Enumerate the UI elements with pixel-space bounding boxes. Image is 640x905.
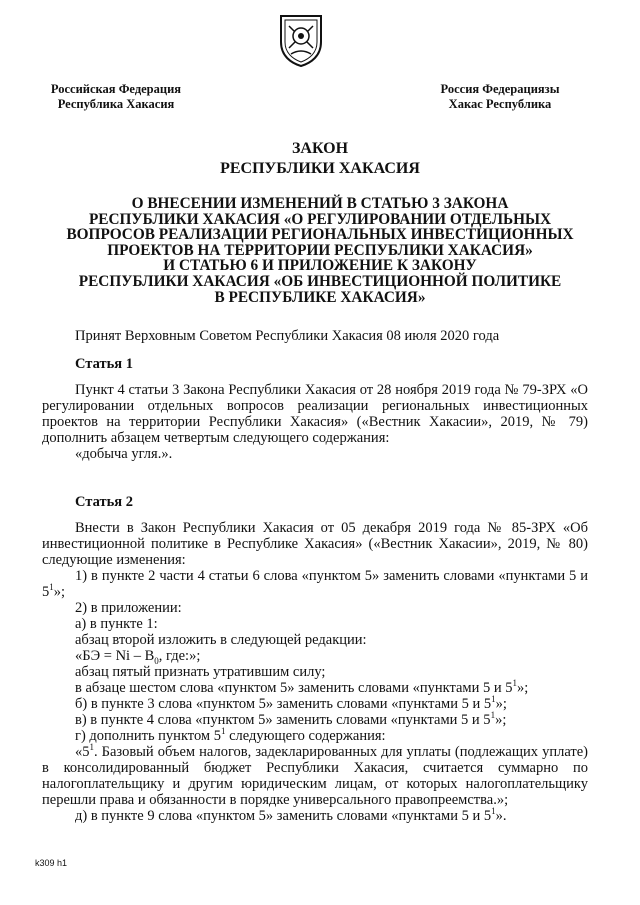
change-item-2b-text: б) в пункте 3 слова «пунктом 5» заменить словами «пунктами 5 и 5 xyxy=(75,696,492,712)
superscript: 1 xyxy=(490,710,496,721)
superscript: 1 xyxy=(220,726,226,737)
change-item-2b xyxy=(42,696,588,712)
header-right xyxy=(420,82,580,112)
article-1-heading: Статья 1 xyxy=(75,356,133,372)
change-item-2g-end: следующего содержания: xyxy=(225,728,386,744)
header-left xyxy=(36,82,196,112)
paragraph-5-instruction: абзац пятый признать утратившим силу; xyxy=(75,664,326,680)
adoption-note xyxy=(42,328,588,344)
footer-code: k309 h1 xyxy=(35,858,68,868)
article-1-quote: «добыча угля.». xyxy=(75,446,173,462)
close-quote: »; xyxy=(53,584,66,600)
superscript: 1 xyxy=(491,694,496,705)
superscript: 1 xyxy=(49,582,54,593)
law-subject-title xyxy=(20,196,620,305)
subject-line: В РЕСПУБЛИКЕ ХАКАСИЯ» xyxy=(214,288,426,306)
close-quote: »; xyxy=(495,712,507,728)
change-item-1-text: 1) в пункте 2 части 4 статьи 6 слова «пунктом 5» заменить словами «пунктами 5 и 5 xyxy=(42,568,588,600)
paragraph-6-text: в абзаце шестом слова «пунктом 5» заменить словами «пунктами 5 и 5 xyxy=(75,680,513,696)
superscript: 1 xyxy=(491,806,496,817)
change-item-2d-text: д) в пункте 9 слова «пунктом 5» заменить словами «пунктами 5 и 5 xyxy=(75,808,492,824)
close-quote: »; xyxy=(516,680,529,696)
header-left-line1: Российская Федерация xyxy=(50,82,182,96)
header-right-line1: Россия Федерациязы xyxy=(440,82,560,96)
change-item-1 xyxy=(42,568,588,600)
change-item-2: 2) в приложении: xyxy=(75,600,182,616)
change-item-2d xyxy=(42,808,588,824)
coat-of-arms-icon xyxy=(277,12,325,68)
close-quote: ». xyxy=(495,808,507,824)
header-right-line2: Хакас Республика xyxy=(448,97,552,111)
paragraph-2-instruction: абзац второй изложить в следующей редакции: xyxy=(75,632,367,648)
document-type-title: ЗАКОН xyxy=(291,140,349,157)
subject-line: ВОПРОСОВ РЕАЛИЗАЦИИ РЕГИОНАЛЬНЫХ ИНВЕСТИЦИОННЫХ xyxy=(66,226,574,244)
subscript: 0 xyxy=(154,655,159,666)
subject-line: И СТАТЬЮ 6 И ПРИЛОЖЕНИЕ К ЗАКОНУ xyxy=(163,257,477,275)
new-point-5-1 xyxy=(42,744,588,808)
article-2-intro: Внести в Закон Республики Хакасия от 05 декабря 2019 года № 85-ЗРХ «Об инвестиционной политике в Республике Хакасия» («Вестник Хакасии», 2019, № 80) следующие изменения: xyxy=(42,520,588,568)
change-item-2v-text: в) в пункте 4 слова «пунктом 5» заменить словами «пунктами 5 и 5 xyxy=(75,712,491,728)
formula-end: , где:»; xyxy=(158,648,201,664)
superscript: 1 xyxy=(89,742,94,753)
subject-line: ПРОЕКТОВ НА ТЕРРИТОРИИ РЕСПУБЛИКИ ХАКАСИЯ» xyxy=(107,241,533,259)
change-item-2g-text: г) дополнить пунктом 5 xyxy=(75,728,221,744)
subject-line: О ВНЕСЕНИИ ИЗМЕНЕНИЙ В СТАТЬЮ 3 ЗАКОНА xyxy=(131,195,509,212)
adopted-text: Принят Верховным Советом Республики Хакасия 08 июля 2020 года xyxy=(75,328,500,344)
header-left-line2: Республика Хакасия xyxy=(57,97,175,111)
article-2 xyxy=(42,494,588,824)
superscript: 1 xyxy=(512,678,517,689)
new-point-number: «5 xyxy=(75,744,90,760)
formula-start: «БЭ = Ni – B xyxy=(75,648,155,664)
issuer-title: РЕСПУБЛИКИ ХАКАСИЯ xyxy=(220,160,420,177)
article-1 xyxy=(42,356,588,462)
close-quote: »; xyxy=(495,696,507,712)
change-item-2a: а) в пункте 1: xyxy=(75,616,158,632)
article-1-text: Пункт 4 статьи 3 Закона Республики Хакасия от 28 ноября 2019 года № 79-ЗРХ «О регулировании отдельных вопросов реализации региональных инвестиционных проектов на территории Республики Хакасия» («Вестник Хакасии», 2019, № 79) дополнить абзацем четвертым следующего содержания: xyxy=(42,382,588,446)
subject-line: РЕСПУБЛИКИ ХАКАСИЯ «ОБ ИНВЕСТИЦИОННОЙ ПОЛИТИКЕ xyxy=(78,272,562,290)
subject-line: РЕСПУБЛИКИ ХАКАСИЯ «О РЕГУЛИРОВАНИИ ОТДЕЛЬНЫХ xyxy=(88,210,552,228)
formula xyxy=(42,648,588,664)
new-point-text: . Базовый объем налогов, задекларированных для уплаты (подлежащих уплате) в консолидированный бюджет Республики Хакасия, считается суммарно по налогоплательщику и другим юридическим лицам, от которых налогоплательщику перешли права и обязанности в порядке универсального правопреемства.»; xyxy=(42,744,588,808)
change-item-2g xyxy=(42,728,588,744)
change-item-2v xyxy=(42,712,588,728)
paragraph-6-instruction xyxy=(42,680,588,696)
article-2-heading: Статья 2 xyxy=(75,494,133,510)
